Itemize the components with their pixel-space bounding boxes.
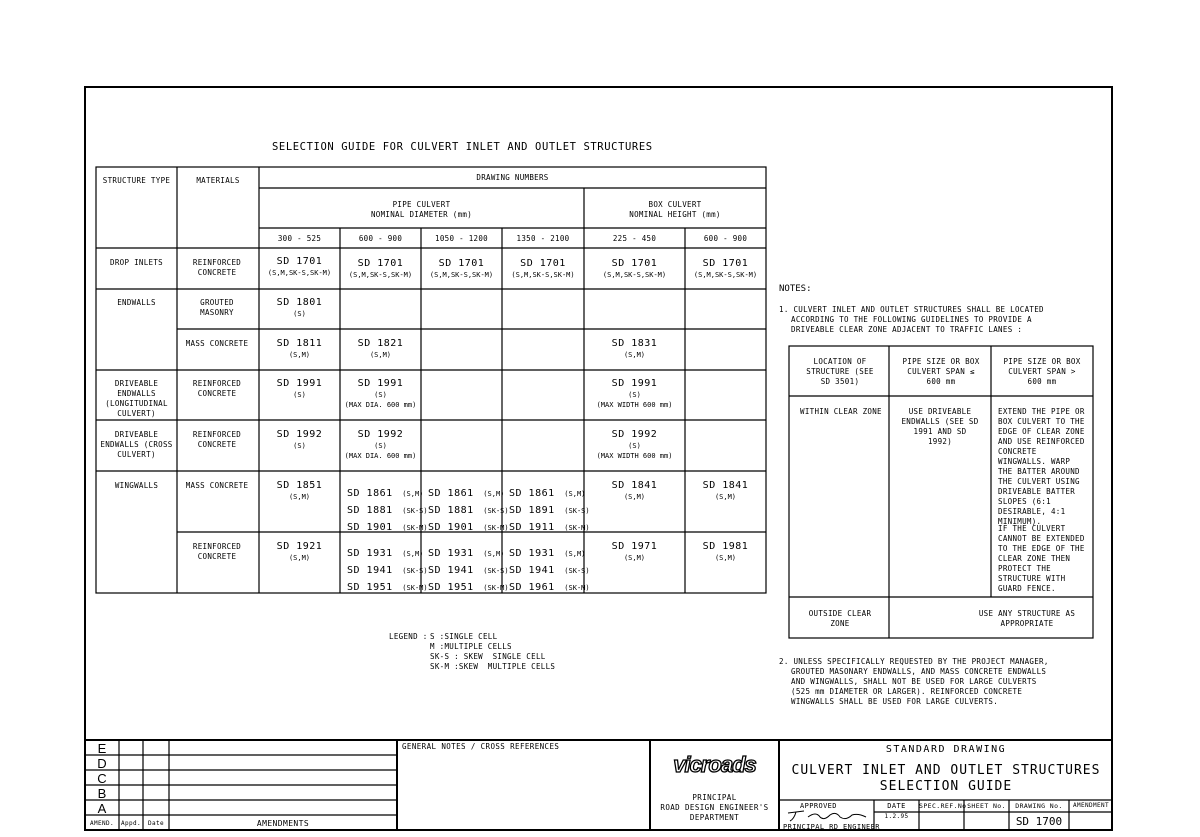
cell-wing-rc-1	[259, 541, 340, 563]
cell-mass-1	[259, 338, 340, 360]
principal-rd-engineer: PRINCIPAL RD ENGINEER	[783, 823, 880, 831]
drawing-number: SD 1921	[276, 541, 323, 552]
cell-code: (SK-M)	[402, 584, 428, 592]
drawing-number: SD 1841	[611, 480, 658, 491]
row-driveable-longitudinal: DRIVEABLE ENDWALLS (LONGITUDINAL CULVERT)	[105, 379, 168, 418]
if-cannot-text: IF THE CULVERT CANNOT BE EXTENDED TO THE EDGE OF THE CLEAR ZONE THEN PROTECT THE STRUCTURE WITH GUARD FENCE.	[998, 524, 1085, 593]
revision-e: E	[97, 741, 107, 756]
note-2-line: WINGWALLS SHALL BE USED FOR LARGE CULVERTS.	[791, 697, 999, 706]
sheet-no-label: SHEET No.	[967, 802, 1006, 810]
header-pipe-culvert: PIPE CULVERT	[392, 200, 451, 209]
cell-long-2	[340, 378, 421, 410]
drawing-number: SD 1701	[611, 258, 658, 269]
drawing-number: SD 1961	[509, 582, 555, 593]
cell-code: (S,M,SK-S,SK-M)	[348, 271, 413, 279]
mat-wing-mass: MASS CONCRETE	[185, 481, 249, 490]
drawing-number: SD 1701	[438, 258, 485, 269]
drawing-number: SD 1891	[509, 505, 555, 516]
cell-code: (SK-M)	[564, 584, 590, 592]
drawing-number: SD 1811	[276, 338, 323, 349]
drawing-number: SD 1991	[611, 378, 658, 389]
notes-header-location: LOCATION OF STRUCTURE (SEE SD 3501)	[806, 357, 874, 386]
drawing-no-label: DRAWING No.	[1015, 802, 1063, 810]
date-value: 1.2.95	[884, 813, 909, 820]
revision-a: A	[97, 801, 107, 816]
drawing-number: SD 1881	[347, 505, 393, 516]
cell-drop-3	[421, 258, 502, 280]
row-wingwalls: WINGWALLS	[114, 481, 159, 490]
cell-code: (S,M)	[402, 490, 424, 498]
cell-wing-rc-3	[428, 541, 509, 592]
cell-wing-rc-5	[584, 541, 685, 563]
cell-code: (S)	[628, 391, 641, 399]
drawing-number: SD 1701	[357, 258, 404, 269]
vicroads-logo: vicroads	[673, 752, 756, 777]
cell-code: (S,M)	[564, 550, 586, 558]
cell-code: (S)	[293, 442, 306, 450]
header-structure-type: STRUCTURE TYPE	[102, 176, 171, 185]
drawing-number: SD 1941	[428, 565, 474, 576]
cell-code: (SK-M)	[564, 524, 590, 532]
cell-wing-mass-4	[509, 481, 590, 532]
range-600-900: 600 - 900	[358, 234, 403, 243]
general-notes-label: GENERAL NOTES / CROSS REFERENCES	[402, 742, 560, 751]
page-title: SELECTION GUIDE FOR CULVERT INLET AND OUTLET STRUCTURES	[272, 141, 653, 153]
cell-code: (S,M)	[714, 493, 737, 501]
legend-item: M :MULTIPLE CELLS	[430, 642, 512, 651]
cell-code: (SK-M)	[402, 524, 428, 532]
cell-code: (S,M,SK-S,SK-M)	[693, 271, 758, 279]
cell-code: (SK-S)	[483, 507, 509, 515]
cell-wing-rc-4	[509, 541, 590, 592]
drawing-number: SD 1992	[611, 429, 658, 440]
cell-drop-6	[685, 258, 766, 280]
cell-code: (S,M)	[623, 351, 646, 359]
cell-mass-2	[340, 338, 421, 360]
drawing-number: SD 1701	[276, 256, 323, 267]
drawing-number: SD 1851	[276, 480, 323, 491]
drawing-number: SD 1941	[509, 565, 555, 576]
cell-wing-mass-6	[685, 480, 766, 502]
legend-item: SK-M :SKEW MULTIPLE CELLS	[430, 662, 556, 671]
legend-label: LEGEND :	[389, 632, 428, 641]
cell-code: (S,M)	[369, 351, 392, 359]
drawing-number: SD 1951	[428, 582, 474, 593]
amendments-label: AMENDMENTS	[256, 819, 310, 828]
cell-long-5	[584, 378, 685, 410]
cell-wing-rc-6	[685, 541, 766, 563]
range-1050-1200: 1050 - 1200	[435, 234, 488, 243]
drawing-number-value: SD 1700	[1015, 815, 1063, 828]
mat-cross-reinforced: REINFORCED CONCRETE	[192, 430, 242, 449]
drawing-number: SD 1991	[276, 378, 323, 389]
cell-code: (S,M)	[288, 351, 311, 359]
cell-code: (S,M)	[402, 550, 424, 558]
drawing-number: SD 1992	[276, 429, 323, 440]
cell-code: (S)	[374, 391, 387, 399]
cell-code: (S,M)	[714, 554, 737, 562]
cell-drop-1	[259, 256, 340, 278]
header-box-culvert: BOX CULVERT	[648, 200, 702, 209]
cell-code: (S,M)	[483, 490, 505, 498]
cell-code: (S,M,SK-S,SK-M)	[511, 271, 575, 279]
cell-code: (S,M)	[623, 554, 646, 562]
cell-code: (S)	[374, 442, 387, 450]
notes-heading: NOTES:	[779, 284, 812, 294]
drawing-number: SD 1911	[509, 522, 555, 533]
range-225-450: 225 - 450	[612, 234, 657, 243]
note-1-line: DRIVEABLE CLEAR ZONE ADJACENT TO TRAFFIC LANES :	[791, 325, 1023, 334]
mat-wing-reinforced: REINFORCED CONCRETE	[192, 542, 242, 561]
drawing-number: SD 1841	[702, 480, 749, 491]
notes-header-large: PIPE SIZE OR BOX CULVERT SPAN > 600 mm	[1003, 357, 1081, 386]
cell-code: (S,M,SK-S,SK-M)	[429, 271, 494, 279]
cell-mass-5	[584, 338, 685, 360]
range-1350-2100: 1350 - 2100	[516, 234, 570, 243]
cell-code: (SK-S)	[402, 507, 428, 515]
row-driveable-cross: DRIVEABLE ENDWALLS (CROSS CULVERT)	[100, 430, 173, 459]
cell-note: (MAX WIDTH 600 mm)	[596, 401, 673, 409]
revision-d: D	[97, 756, 107, 771]
drawing-number: SD 1991	[357, 378, 404, 389]
use-driveable: USE DRIVEABLE ENDWALLS (SEE SD 1991 AND SD 1992)	[901, 407, 979, 446]
note-2-line: 2. UNLESS SPECIFICALLY REQUESTED BY THE PROJECT MANAGER,	[779, 657, 1049, 666]
cell-code: (S,M)	[483, 550, 505, 558]
range-box-600-900: 600 - 900	[703, 234, 748, 243]
cell-code: (S,M,SK-S,SK-M)	[267, 269, 332, 277]
cell-drop-4	[502, 258, 584, 280]
drawing-number: SD 1971	[611, 541, 658, 552]
approved-label: APPROVED	[800, 802, 837, 810]
note-1-line: 1. CULVERT INLET AND OUTLET STRUCTURES SHALL BE LOCATED	[779, 305, 1044, 314]
spec-ref-label: SPEC.REF.No.	[919, 802, 971, 810]
revision-c: C	[97, 771, 107, 786]
cell-cross-2	[340, 429, 421, 461]
cell-wing-mass-5	[584, 480, 685, 502]
amendment-label: AMENDMENT	[1072, 802, 1110, 809]
drawing-title: CULVERT INLET AND OUTLET STRUCTURES	[791, 763, 1101, 778]
drawing-number: SD 1821	[357, 338, 404, 349]
cell-note: (MAX WIDTH 600 mm)	[596, 452, 673, 460]
dept-line: DEPARTMENT	[689, 813, 740, 822]
cell-code: (S)	[628, 442, 641, 450]
cell-wing-rc-2	[347, 541, 428, 592]
mat-endwall-grouted: GROUTED MASONRY	[200, 298, 234, 317]
cell-code: (S,M)	[623, 493, 646, 501]
cell-code: (SK-S)	[564, 507, 590, 515]
range-300-525: 300 - 525	[277, 234, 322, 243]
date-label: Date	[147, 820, 165, 827]
note-2-line: AND WINGWALLS, SHALL NOT BE USED FOR LARGE CULVERTS	[791, 677, 1037, 686]
header-box-height: NOMINAL HEIGHT (mm)	[629, 210, 721, 219]
cell-code: (SK-S)	[402, 567, 428, 575]
drawing-number: SD 1981	[702, 541, 749, 552]
cell-cross-5	[584, 429, 685, 461]
drawing-number: SD 1861	[509, 488, 555, 499]
drawing-number: SD 1861	[347, 488, 393, 499]
note-2-line: (525 mm DIAMETER OR LARGER). REINFORCED CONCRETE	[791, 687, 1023, 696]
drawing-number: SD 1951	[347, 582, 393, 593]
drawing-number: SD 1992	[357, 429, 404, 440]
within-clear-zone: WITHIN CLEAR ZONE	[800, 407, 882, 416]
cell-code: (S,M)	[288, 554, 311, 562]
cell-wing-mass-1	[259, 480, 340, 502]
cell-code: (S)	[293, 391, 306, 399]
dept-line: ROAD DESIGN ENGINEER'S	[660, 803, 769, 812]
extend-text: EXTEND THE PIPE OR BOX CULVERT TO THE EDGE OF CLEAR ZONE AND USE REINFORCED CONCRETE WINGWALLS. WARP THE BATTER AROUND THE CULVERT USING DRIVEABLE BATTER SLOPES (6:1 DESIRABLE, 4:1 MINIMUM).	[998, 407, 1085, 526]
cell-drop-5	[584, 258, 685, 280]
drawing-subtitle: SELECTION GUIDE	[879, 779, 1013, 794]
mat-long-reinforced: REINFORCED CONCRETE	[192, 379, 242, 398]
cell-code: (S)	[293, 310, 306, 318]
cell-wing-mass-3	[428, 481, 509, 532]
drawing-number: SD 1931	[509, 548, 555, 559]
drawing-number: SD 1701	[520, 258, 566, 269]
drawing-number: SD 1901	[347, 522, 393, 533]
header-pipe-diameter: NOMINAL DIAMETER (mm)	[370, 210, 473, 219]
legend-item: SK-S : SKEW SINGLE CELL	[430, 652, 546, 661]
drawing-number: SD 1701	[702, 258, 749, 269]
drawing-number: SD 1831	[611, 338, 658, 349]
drawing-number: SD 1941	[347, 565, 393, 576]
cell-cross-1	[259, 429, 340, 451]
cell-wing-mass-2	[347, 481, 428, 532]
drawing-number: SD 1861	[428, 488, 474, 499]
outside-clear-zone: OUTSIDE CLEAR ZONE	[808, 609, 872, 628]
header-drawing-numbers: DRAWING NUMBERS	[476, 173, 549, 182]
amend-label: AMEND.	[89, 820, 115, 827]
dept-line: PRINCIPAL	[692, 793, 737, 802]
cell-code: (SK-M)	[483, 524, 509, 532]
appd-label: Appd.	[120, 820, 142, 827]
row-endwalls: ENDWALLS	[117, 298, 156, 307]
date-header: DATE	[887, 802, 906, 810]
cell-note: (MAX DIA. 600 mm)	[344, 452, 417, 460]
cell-long-1	[259, 378, 340, 400]
drawing-number: SD 1931	[428, 548, 474, 559]
row-drop-inlets: DROP INLETS	[110, 258, 163, 267]
cell-note: (MAX DIA. 600 mm)	[344, 401, 417, 409]
approver-signature	[786, 809, 872, 823]
note-1-line: ACCORDING TO THE FOLLOWING GUIDELINES TO PROVIDE A	[791, 315, 1032, 324]
note-2-line: GROUTED MASONARY ENDWALLS, AND MASS CONCRETE ENDWALLS	[791, 667, 1047, 676]
revision-b: B	[97, 786, 107, 801]
notes-header-small: PIPE SIZE OR BOX CULVERT SPAN ≤ 600 mm	[902, 357, 980, 386]
cell-grouted-1	[259, 297, 340, 319]
use-any-structure: USE ANY STRUCTURE AS APPROPRIATE	[978, 609, 1076, 628]
cell-code: (SK-S)	[564, 567, 590, 575]
drawing-number: SD 1901	[428, 522, 474, 533]
drawing-number: SD 1801	[276, 297, 323, 308]
header-materials: MATERIALS	[196, 176, 240, 185]
standard-drawing-label: STANDARD DRAWING	[885, 744, 1007, 755]
mat-endwall-mass: MASS CONCRETE	[185, 339, 249, 348]
cell-code: (S,M)	[564, 490, 586, 498]
drawing-number: SD 1881	[428, 505, 474, 516]
cell-drop-2	[340, 258, 421, 280]
legend-item: S :SINGLE CELL	[430, 632, 498, 641]
cell-code: (SK-M)	[483, 584, 509, 592]
cell-code: (S,M,SK-S,SK-M)	[602, 271, 667, 279]
drawing-number: SD 1931	[347, 548, 393, 559]
cell-code: (S,M)	[288, 493, 311, 501]
mat-drop-reinforced: REINFORCED CONCRETE	[192, 258, 242, 277]
cell-code: (SK-S)	[483, 567, 509, 575]
